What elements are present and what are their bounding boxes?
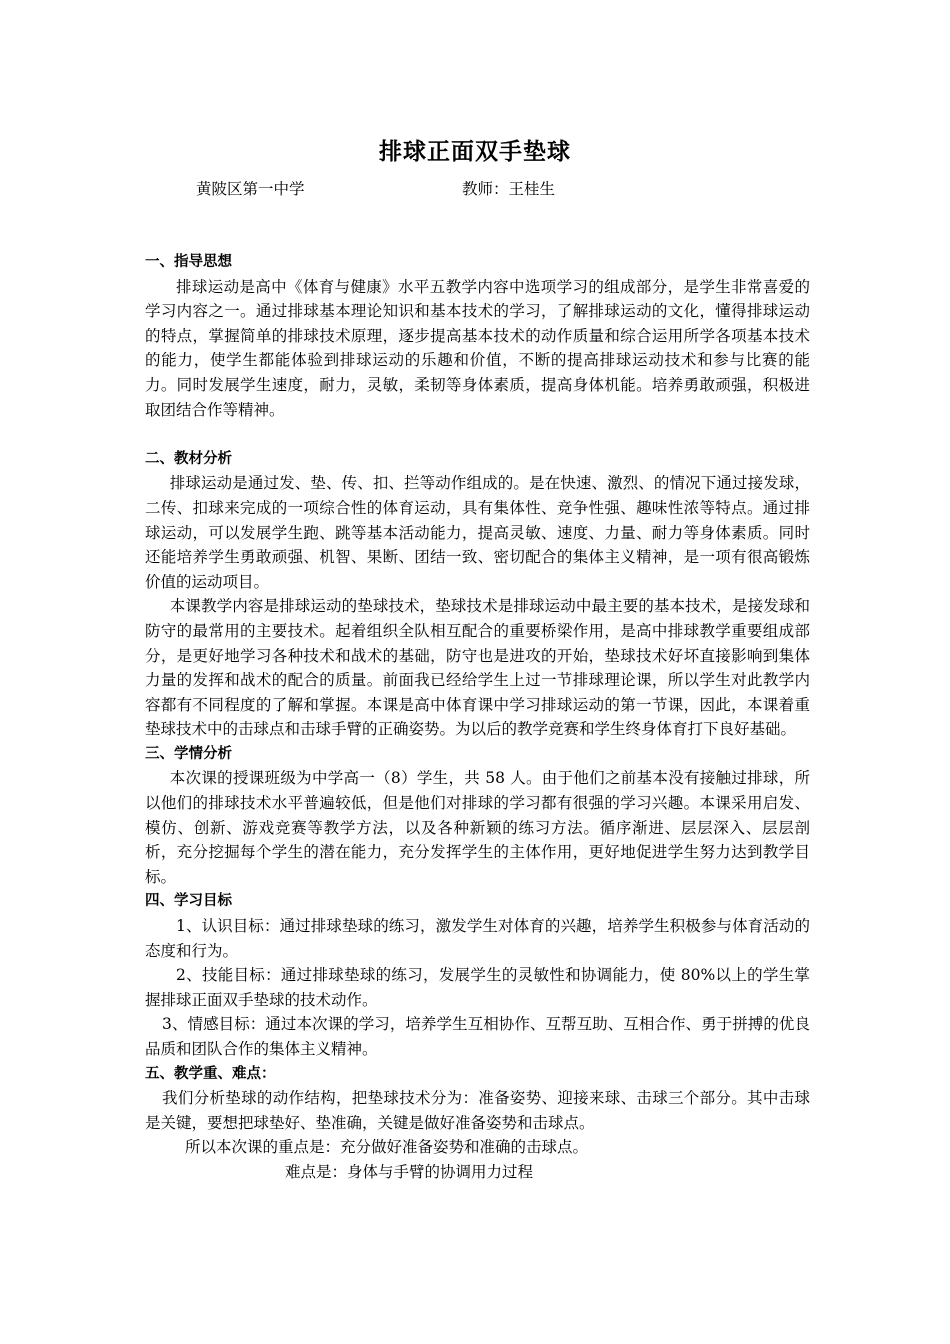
section-heading-student-analysis: 三、学情分析 — [145, 745, 232, 762]
document-body — [145, 250, 810, 1185]
difficulty-line: 难点是：身体与手臂的协调用力过程 — [285, 1162, 534, 1181]
section-heading-key-points: 五、教学重、难点： — [145, 1065, 276, 1082]
paragraph-guiding-thought: 排球运动是高中《体育与健康》水平五教学内容中选项学习的组成部分，是学生非常喜爱的学习内容之一。通过排球基本理论知识和基本技术的学习，了解排球运动的文化，懂得排球运动的特点，掌握简单的排球技术原理，逐步提高基本技术的动作质量和综合运用所学各项基本技术的能力，使学生都能体验到排球运动的乐趣和价值，不断的提高排球运动技术和参与比赛的能力。同时发展学生速度，耐力，灵敏，柔韧等身体素质，提高身体机能。培养勇敢顽强，积极进取团结合作等精神。 — [145, 277, 810, 419]
section-heading-learning-goals: 四、学习目标 — [145, 893, 232, 910]
section-heading-guiding-thought: 一、指导思想 — [145, 254, 232, 270]
section-heading-material-analysis: 二、教材分析 — [145, 450, 232, 467]
teacher-name: 教师：王桂生 — [462, 180, 556, 198]
key-point-line: 所以本次课的重点是：充分做好准备姿势和准确的击球点。 — [185, 1138, 589, 1157]
paragraph-student-analysis: 本次课的授课班级为中学高一（8）学生，共 58 人。由于他们之前基本没有接触过排球，所以他们的排球技术水平普遍较低，但是他们对排球的学习都有很强的学习兴趣。本课采用启发、模仿、创新、游戏竞赛等教学方法，以及各种新颖的练习方法。循序渐进、层层深入、层层剖析，充分挖掘每个学生的潜在能力，充分发挥学生的主体作用，更好地促进学生努力达到教学目标。 — [145, 769, 810, 886]
paragraph-key-points: 我们分析垫球的动作结构，把垫球技术分为：准备姿势、迎接来球、击球三个部分。其中击球是关键，要想把球垫好、垫准确，关键是做好准备姿势和击球点。 — [145, 1089, 810, 1132]
goal-skill: 2、技能目标：通过排球垫球的练习，发展学生的灵敏性和协调能力，使 80%以上的学生掌握排球正面双手垫球的技术动作。 — [145, 966, 810, 1009]
school-name: 黄陂区第一中学 — [196, 180, 305, 198]
document-title: 排球正面双手垫球 — [379, 138, 571, 165]
paragraph-material-analysis-1: 排球运动是通过发、垫、传、扣、拦等动作组成的。是在快速、激烈、的情况下通过接发球，二传、扣球来完成的一项综合性的体育运动，具有集体性、竞争性强、趣味性浓等特点。通过排球运动，可以发展学生跑、跳等基本活动能力，提高灵敏、速度、力量、耐力等身体素质。同时还能培养学生勇敢顽强、机智、果断、团结一致、密切配合的集体主义精神，是一项有很高锻炼价值的运动项目。 — [145, 474, 810, 591]
goal-emotional: 3、情感目标：通过本次课的学习，培养学生互相协作、互帮互助、互相合作、勇于拼搏的优良品质和团队合作的集体主义精神。 — [145, 1015, 810, 1058]
goal-cognitive: 1、认识目标：通过排球垫球的练习，激发学生对体育的兴趣，培养学生积极参与体育活动的态度和行为。 — [145, 917, 810, 960]
spacer — [145, 422, 810, 447]
paragraph-material-analysis-2: 本课教学内容是排球运动的垫球技术，垫球技术是排球运动中最主要的基本技术，是接发球和防守的最常用的主要技术。起着组织全队相互配合的重要桥梁作用，是高中排球教学重要组成部分，是更好地学习各种技术和战术的基础，防守也是进攻的开始，垫球技术好坏直接影响到集体力量的发挥和战术的配合的质量。前面我已经给学生上过一节排球理论课，所以学生对此教学内容都有不同程度的了解和掌握。本课是高中体育课中学习排球运动的第一节课，因此，本课着重垫球技术中的击球点和击球手臂的正确姿势。为以后的教学竞赛和学生终身体育打下良好基础。 — [145, 597, 810, 739]
